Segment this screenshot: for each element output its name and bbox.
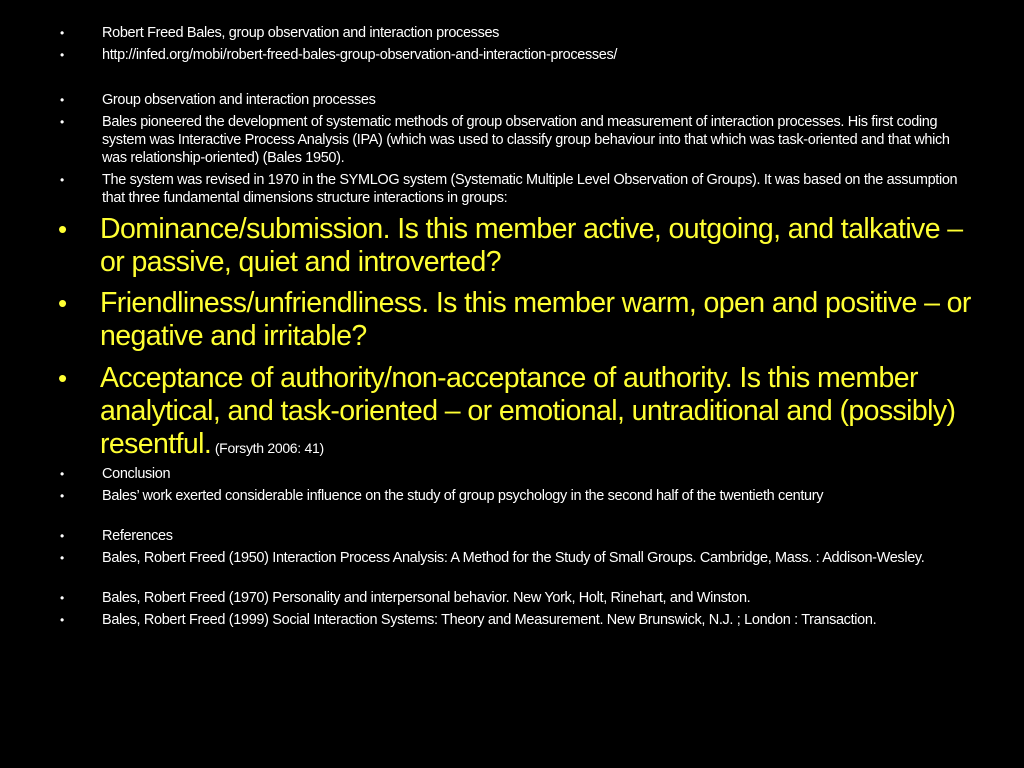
bullet-item-ipa <box>58 113 958 167</box>
bullet-icon: • <box>60 115 64 129</box>
item-text: Conclusion <box>102 466 171 482</box>
reference-item-1999 <box>58 611 958 629</box>
reference-item-1970 <box>58 589 958 607</box>
reference-item-1950 <box>58 549 958 567</box>
item-text: Bales’ work exerted considerable influence on the study of group psychology in the second half of the twentieth century <box>102 488 824 504</box>
bullet-item-heading <box>58 91 958 109</box>
item-text: Group observation and interaction processes <box>102 92 376 108</box>
bullet-item-references <box>58 527 958 545</box>
item-text: Bales, Robert Freed (1999) Social Interaction Systems: Theory and Measurement. New Brunswick, N.J. ; London : Transaction. <box>102 612 877 628</box>
bullet-item-authority <box>58 362 978 465</box>
item-text: Bales pioneered the development of systematic methods of group observation and measurement of interaction processes. His first coding system was Interactive Process Analysis (IPA) (which was used to classify group behaviour into that which was task-oriented and that which was relationship-oriented) (Bales 1950). <box>102 114 950 166</box>
bullet-icon: • <box>60 529 64 543</box>
item-text: Dominance/submission. Is this member active, outgoing, and talkative – or passive, quiet and introverted? <box>100 213 963 278</box>
item-text: Bales, Robert Freed (1970) Personality and interpersonal behavior. New York, Holt, Rinehart, and Winston. <box>102 590 751 606</box>
item-text: Friendliness/unfriendliness. Is this member warm, open and positive – or negative and irritable? <box>100 287 971 352</box>
bullet-icon: • <box>60 551 64 565</box>
bullet-item-influence <box>58 487 958 505</box>
item-text: Acceptance of authority/non-acceptance of authority. Is this member analytical, and task-oriented – or emotional, untraditional and (possibly) resentful. <box>100 362 956 460</box>
bullet-item-friendliness <box>58 287 978 353</box>
citation: (Forsyth 2006: 41) <box>211 440 324 456</box>
bullet-icon: • <box>58 288 67 318</box>
bullet-icon: • <box>60 467 64 481</box>
bullet-item-dominance <box>58 213 978 279</box>
bullet-item-symlog <box>58 171 958 207</box>
source-link[interactable]: http://infed.org/mobi/robert-freed-bales-group-observation-and-interaction-processes/ <box>102 47 618 63</box>
bullet-icon: • <box>60 48 64 62</box>
bullet-icon: • <box>60 26 64 40</box>
bullet-icon: • <box>58 214 67 244</box>
bullet-icon: • <box>60 613 64 627</box>
bullet-item-title <box>58 24 958 42</box>
item-text: Robert Freed Bales, group observation and interaction processes <box>102 25 500 41</box>
bullet-icon: • <box>58 363 67 393</box>
item-text: Bales, Robert Freed (1950) Interaction Process Analysis: A Method for the Study of Small Groups. Cambridge, Mass. : Addison-Wesley. <box>102 550 925 566</box>
item-text-wrapper <box>100 362 978 465</box>
item-text: The system was revised in 1970 in the SYMLOG system (Systematic Multiple Level Observation of Groups). It was based on the assumption that three fundamental dimensions structure interactions in groups: <box>102 172 958 206</box>
bullet-item-url[interactable] <box>58 46 958 64</box>
bullet-icon: • <box>60 489 64 503</box>
item-text: References <box>102 528 173 544</box>
bullet-item-conclusion <box>58 465 958 483</box>
bullet-icon: • <box>60 591 64 605</box>
bullet-icon: • <box>60 93 64 107</box>
bullet-icon: • <box>60 173 64 187</box>
